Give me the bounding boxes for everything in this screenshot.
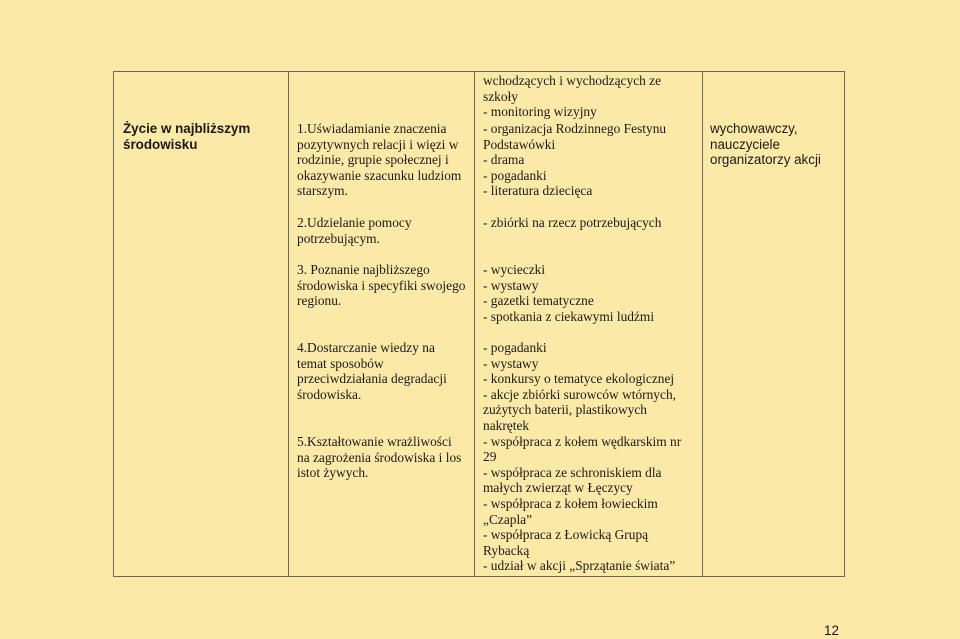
methods-cell xyxy=(475,72,702,576)
method-group-1: wchodzących i wychodzących ze szkoły - monitoring wizyjny xyxy=(483,73,662,120)
goal-2: 2.Udzielanie pomocy potrzebującym. xyxy=(297,215,412,246)
method-group-3: - zbiórki na rzecz potrzebujących xyxy=(483,215,662,230)
method-group-5: - pogadanki - wystawy - konkursy o tematyce ekologicznej - akcje zbiórki surowców wtórnych, zużytych baterii, plastikowych nakrętek - współpraca z kołem wędkarskim nr 29 - współpraca ze schroniskiem dla małych zwierząt w Łęczycy - współpraca z kołem łowieckim „Czapla” - współpraca z Łowicką Grupą Rybacką - udział w akcji „Sprzątanie świata” xyxy=(483,340,682,574)
goal-1: 1.Uświadamianie znaczenia pozytywnych relacji i więzi w rodzinie, grupie społecznej i okazywanie szacunku ludziom starszym. xyxy=(297,121,462,199)
method-group-4: - wycieczki - wystawy - gazetki tematyczne - spotkania z ciekawymi ludźmi xyxy=(483,262,655,324)
goal-4: 4.Dostarczanie wiedzy na temat sposobów przeciwdziałania degradacji środowiska. xyxy=(297,340,447,402)
goal-3: 3. Poznanie najbliższego środowiska i specyfiki swojego regionu. xyxy=(297,262,466,309)
responsible-persons: wychowawczy, nauczyciele organizatorzy akcji xyxy=(710,121,821,168)
page-number: 12 xyxy=(824,623,840,638)
goal-5: 5.Kształtowanie wrażliwości na zagrożenia środowiska i los istot żywych. xyxy=(297,434,462,481)
method-group-2: - organizacja Rodzinnego Festynu Podstawówki - drama - pogadanki - literatura dziecięca xyxy=(483,121,667,199)
goals-cell xyxy=(289,72,474,576)
responsible-cell xyxy=(703,72,846,576)
program-table xyxy=(113,71,845,577)
area-cell xyxy=(114,72,288,576)
area-title: Życie w najbliższym środowisku xyxy=(123,121,251,152)
